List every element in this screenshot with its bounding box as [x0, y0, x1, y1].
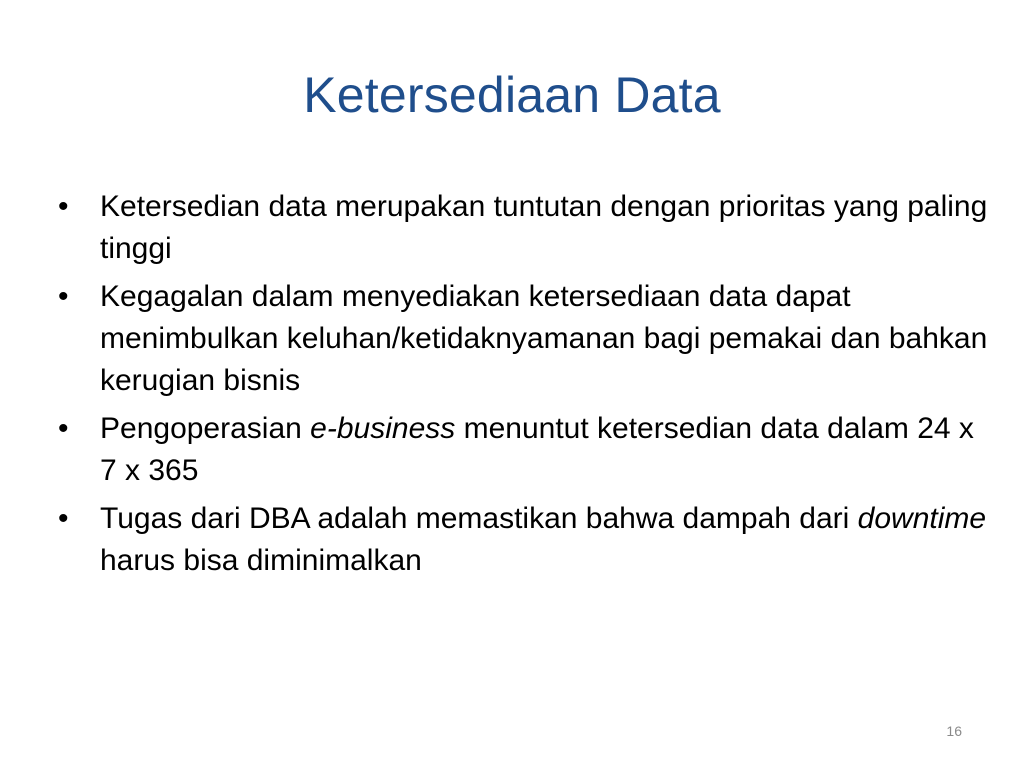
bullet-text: [100, 190, 987, 265]
bullet-text-segment: Ketersedian data merupakan tuntutan dengan prioritas yang paling tinggi: [100, 190, 988, 265]
bullet-text: [100, 280, 987, 397]
bullet-text-segment: menuntut ketersedian data dalam 24 x 7 x 365: [100, 412, 974, 487]
bullet-text-emphasis: downtime: [857, 502, 987, 535]
bullet-text-segment: harus bisa diminimalkan: [100, 544, 422, 577]
bullet-dot-icon: •: [58, 280, 69, 313]
bullet-item: [58, 408, 988, 492]
bullet-list: [58, 186, 988, 588]
bullet-text-segment: Kegagalan dalam menyediakan ketersediaan data dapat menimbulkan keluhan/ketidaknyamanan bagi pemakai dan bahkan kerugian bisnis: [100, 280, 988, 397]
bullet-dot-icon: •: [58, 502, 69, 535]
bullet-text: [100, 502, 986, 577]
bullet-text-emphasis: e-business: [310, 412, 456, 445]
page-number: 16: [946, 723, 962, 739]
bullet-text-segment: Tugas dari DBA adalah memastikan bahwa dampah dari: [100, 502, 858, 535]
bullet-item: [58, 276, 988, 402]
bullet-dot-icon: •: [58, 412, 69, 445]
bullet-dot-icon: •: [58, 190, 69, 223]
bullet-text-segment: Pengoperasian: [100, 412, 311, 445]
slide-title: Ketersediaan Data: [303, 67, 721, 123]
bullet-text: [100, 412, 974, 487]
bullet-item: [58, 186, 988, 270]
bullet-item: [58, 498, 988, 582]
